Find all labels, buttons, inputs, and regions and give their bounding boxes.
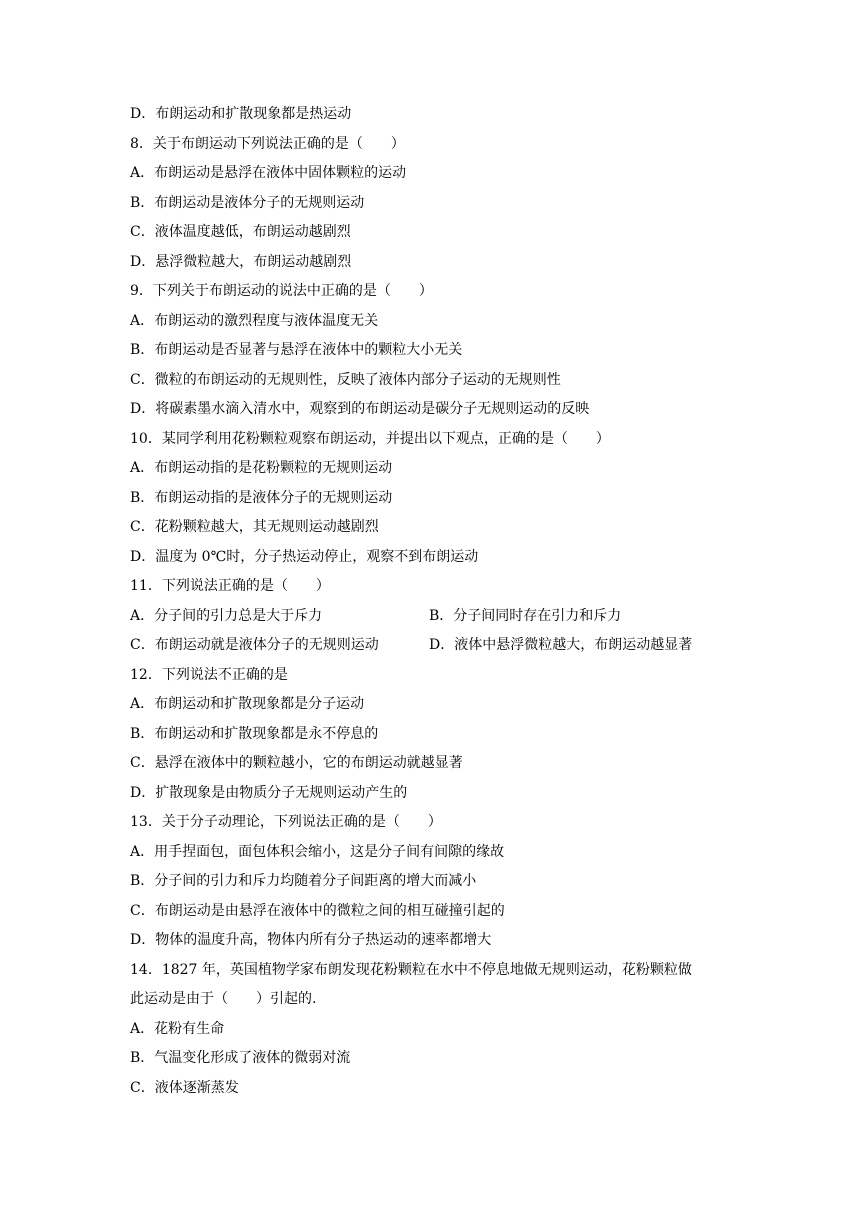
option-line: D．温度为 0℃时，分子热运动停止，观察不到布朗运动 — [130, 548, 479, 565]
option-line: A．布朗运动是悬浮在液体中固体颗粒的运动 — [130, 165, 407, 181]
option-line: B．气温变化形成了液体的微弱对流 — [130, 1050, 351, 1066]
option-line: D．悬浮微粒越大，布朗运动越剧烈 — [130, 253, 352, 270]
question-14-continuation: 此运动是由于（ ）引起的. — [130, 991, 317, 1007]
option-line: A．用手捏面包，面包体积会缩小，这是分子间有间隙的缘故 — [130, 843, 505, 860]
option-line: D．布朗运动和扩散现象都是热运动 — [130, 106, 352, 122]
option-line: C．花粉颗粒越大，其无规则运动越剧烈 — [130, 519, 379, 535]
option-line: C．布朗运动是由悬浮在液体中的微粒之间的相互碰撞引起的 — [130, 902, 505, 919]
option-line: A．布朗运动和扩散现象都是分子运动 — [130, 696, 365, 712]
option-line: B．分子间的引力和斥力均随着分子间距离的增大而减小 — [130, 873, 477, 889]
option-line: D．扩散现象是由物质分子无规则运动产生的 — [130, 784, 408, 801]
question-13: 13．关于分子动理论，下列说法正确的是（ ） — [130, 814, 442, 830]
option-right: D．液体中悬浮微粒越大，布朗运动越显著 — [429, 637, 693, 653]
question-10: 10．某同学利用花粉颗粒观察布朗运动，并提出以下观点，正确的是（ ） — [130, 430, 610, 447]
option-line: A．布朗运动的激烈程度与液体温度无关 — [130, 312, 379, 329]
question-9: 9．下列关于布朗运动的说法中正确的是（ ） — [130, 283, 433, 299]
question-14: 14．1827 年，英国植物学家布朗发现花粉颗粒在水中不停息地做无规则运动，花粉颗粒做 — [130, 961, 692, 978]
option-left: C．布朗运动就是液体分子的无规则运动 — [130, 637, 379, 653]
option-line: A．布朗运动指的是花粉颗粒的无规则运动 — [130, 460, 393, 476]
option-line: B．布朗运动和扩散现象都是永不停息的 — [130, 725, 379, 742]
option-left: A．分子间的引力总是大于斥力 — [130, 607, 323, 624]
option-line: B．布朗运动指的是液体分子的无规则运动 — [130, 489, 393, 506]
option-pair-row — [130, 602, 730, 632]
option-line: C．微粒的布朗运动的无规则性，反映了液体内部分子运动的无规则性 — [130, 371, 561, 388]
option-line: D．将碳素墨水滴入清水中，观察到的布朗运动是碳分子无规则运动的反映 — [130, 401, 590, 417]
option-line: B．布朗运动是液体分子的无规则运动 — [130, 194, 365, 211]
option-line: B．布朗运动是否显著与悬浮在液体中的颗粒大小无关 — [130, 342, 463, 358]
question-8: 8．关于布朗运动下列说法正确的是（ ） — [130, 135, 405, 152]
option-line: D．物体的温度升高，物体内所有分子热运动的速率都增大 — [130, 932, 492, 948]
question-11: 11．下列说法正确的是（ ） — [130, 578, 330, 594]
option-right: B．分子间同时存在引力和斥力 — [429, 607, 622, 624]
option-line: A．花粉有生命 — [130, 1020, 225, 1037]
document-page — [130, 100, 730, 1103]
option-pair-row — [130, 631, 730, 661]
option-line: C．悬浮在液体中的颗粒越小，它的布朗运动就越显著 — [130, 755, 463, 771]
question-12: 12．下列说法不正确的是 — [130, 666, 288, 683]
option-line: C．液体逐渐蒸发 — [130, 1079, 239, 1096]
option-line: C．液体温度越低，布朗运动越剧烈 — [130, 224, 351, 240]
